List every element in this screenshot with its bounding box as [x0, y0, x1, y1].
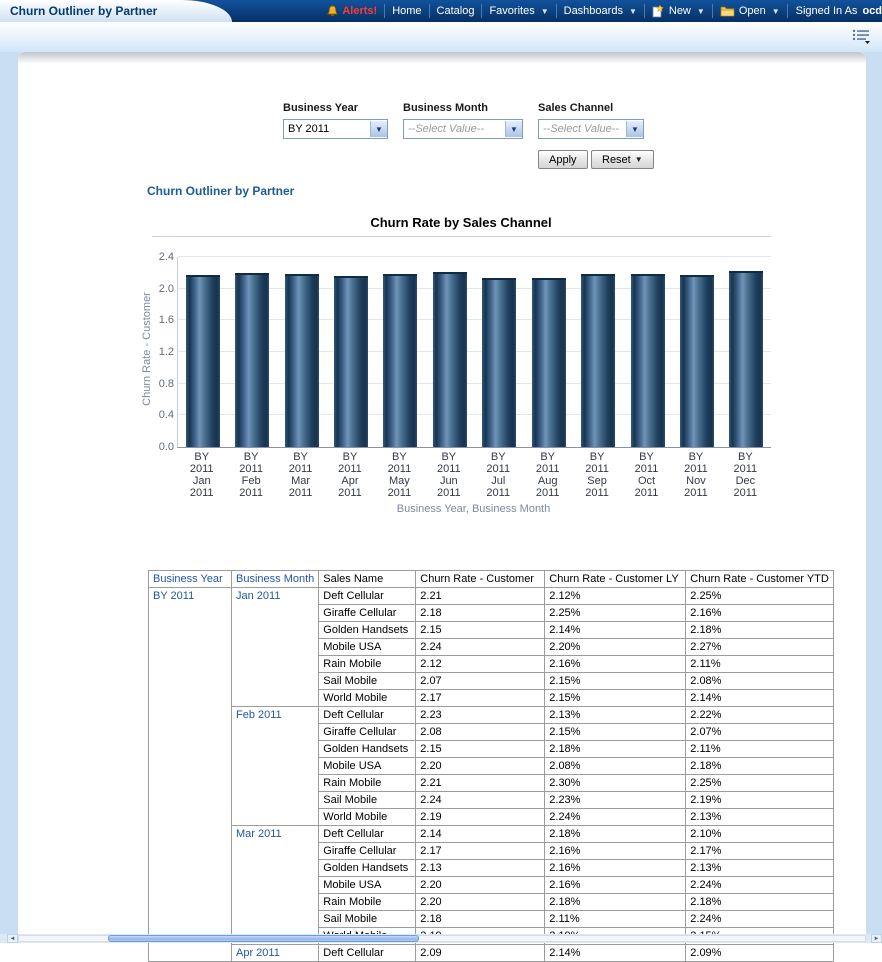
- cell-churn-value: 2.16%: [686, 605, 834, 622]
- cell-churn-value: 2.18%: [686, 758, 834, 775]
- chevron-down-icon: ▼: [696, 6, 705, 16]
- filter-label-business-month: Business Month: [403, 102, 488, 114]
- cell-churn-value: 2.15%: [545, 673, 686, 690]
- bar-slot: [425, 257, 474, 447]
- filter-select-value: --Select Value--: [408, 123, 485, 135]
- signed-in-as: [788, 5, 882, 17]
- column-header: Churn Rate - Customer: [416, 571, 545, 588]
- signed-in-user: ocd: [862, 5, 882, 17]
- alerts-link[interactable]: [319, 5, 384, 18]
- bar-apr[interactable]: [334, 276, 368, 447]
- chevron-down-icon[interactable]: ▼: [505, 121, 522, 137]
- bar-mar[interactable]: [285, 274, 319, 447]
- bar-jul[interactable]: [482, 278, 516, 447]
- dashboard-tab-title: Churn Outliner by Partner: [10, 4, 158, 18]
- y-tick-label: 1.2: [158, 346, 174, 358]
- cell-churn-value: 2.19%: [686, 792, 834, 809]
- cell-business-month[interactable]: Mar 2011: [232, 826, 319, 945]
- cell-churn-value: 2.17: [416, 690, 545, 707]
- cell-sales-name: Golden Handsets: [319, 860, 416, 877]
- bar-jan[interactable]: [186, 275, 220, 447]
- cell-churn-value: 2.24: [416, 792, 545, 809]
- bar-slot: [524, 257, 573, 447]
- cell-churn-value: 2.11%: [686, 656, 834, 673]
- churn-data-table: [148, 570, 834, 962]
- cell-churn-value: 2.18%: [545, 741, 686, 758]
- column-header: Churn Rate - Customer YTD: [686, 571, 834, 588]
- x-axis-label: BY 2011 Feb 2011: [239, 451, 263, 499]
- filter-select-value: --Select Value--: [543, 123, 620, 135]
- cell-sales-name: Sail Mobile: [319, 673, 416, 690]
- y-tick-label: 0.4: [158, 409, 174, 422]
- cell-sales-name: Deft Cellular: [319, 945, 416, 962]
- cell-churn-value: 2.18: [416, 911, 545, 928]
- bar-slot: [573, 257, 622, 447]
- page-options-icon[interactable]: [852, 28, 872, 44]
- table-row: [149, 707, 834, 724]
- cell-churn-value: 2.18%: [545, 826, 686, 843]
- top-navbar: [0, 0, 882, 22]
- cell-churn-value: 2.11%: [686, 741, 834, 758]
- cell-churn-value: 2.25%: [686, 588, 834, 605]
- x-axis-label: BY 2011 Jan 2011: [189, 451, 214, 499]
- nav-item-dashboards[interactable]: [557, 5, 644, 17]
- column-header[interactable]: Business Year: [149, 571, 232, 588]
- bar-aug[interactable]: [532, 278, 566, 447]
- nav-item-label: Catalog: [436, 5, 475, 17]
- table-header-row: [149, 571, 834, 588]
- bar-slot: [326, 257, 375, 447]
- cell-churn-value: 2.13%: [686, 860, 834, 877]
- y-tick-label: 0.8: [158, 377, 174, 390]
- cell-churn-value: 2.22%: [686, 707, 834, 724]
- cell-sales-name: World Mobile: [319, 690, 416, 707]
- cell-churn-value: 2.16%: [545, 656, 686, 673]
- nav-item-label: Home: [392, 5, 422, 17]
- apply-button-label: Apply: [549, 153, 577, 166]
- reset-button-label: Reset: [602, 153, 631, 166]
- bar-nov[interactable]: [680, 275, 714, 447]
- cell-churn-value: 2.24%: [686, 877, 834, 894]
- filter-select-value: BY 2011: [288, 123, 330, 135]
- cell-churn-value: 2.13%: [686, 809, 834, 826]
- section-title: Churn Outliner by Partner: [147, 184, 295, 198]
- cell-churn-value: 2.20: [416, 877, 545, 894]
- cell-sales-name: Mobile USA: [319, 758, 416, 775]
- bar-slot: [178, 257, 227, 447]
- cell-churn-value: 2.21: [416, 775, 545, 792]
- bar-sep[interactable]: [581, 274, 615, 447]
- cell-churn-value: 2.18%: [545, 894, 686, 911]
- alerts-label: Alerts!: [342, 5, 378, 17]
- cell-sales-name: Giraffe Cellular: [319, 843, 416, 860]
- nav-item-home[interactable]: [385, 5, 428, 17]
- chevron-down-icon: ▼: [540, 6, 549, 16]
- new-page-icon: [652, 5, 665, 18]
- y-tick-label: 2.4: [158, 251, 174, 263]
- cell-churn-value: 2.25%: [686, 775, 834, 792]
- cell-business-year[interactable]: BY 2011: [149, 588, 232, 962]
- column-header: Churn Rate - Customer LY: [545, 571, 686, 588]
- cell-churn-value: 2.12: [416, 656, 545, 673]
- cell-sales-name: Deft Cellular: [319, 707, 416, 724]
- cell-churn-value: 2.17%: [686, 843, 834, 860]
- scroll-left-icon[interactable]: ◄: [7, 934, 18, 943]
- table-row: [149, 588, 834, 605]
- bar-slot: [277, 257, 326, 447]
- table-row: [149, 826, 834, 843]
- cell-churn-value: 2.10%: [686, 826, 834, 843]
- cell-sales-name: Deft Cellular: [319, 826, 416, 843]
- chart-plot-area: [177, 257, 771, 448]
- cell-churn-value: 2.30%: [545, 775, 686, 792]
- cell-business-month[interactable]: Feb 2011: [232, 707, 319, 826]
- nav-item-label: Dashboards: [563, 5, 623, 17]
- nav-item-label: New: [668, 5, 691, 17]
- y-tick-label: 1.6: [158, 314, 174, 327]
- cell-churn-value: 2.14%: [686, 690, 834, 707]
- bar-slot: [227, 257, 276, 447]
- filter-label-business-year: Business Year: [283, 102, 359, 114]
- chevron-down-icon: ▼: [628, 6, 637, 16]
- chart-title: Churn Rate by Sales Channel: [370, 215, 552, 230]
- cell-churn-value: 2.12%: [545, 588, 686, 605]
- cell-churn-value: 2.16%: [545, 877, 686, 894]
- x-axis-label: BY 2011 May 2011: [387, 451, 412, 499]
- cell-churn-value: 2.07%: [686, 724, 834, 741]
- cell-sales-name: Sail Mobile: [319, 792, 416, 809]
- cell-churn-value: 2.15: [416, 741, 545, 758]
- chevron-down-icon[interactable]: ▼: [626, 121, 643, 137]
- cell-churn-value: 2.11%: [545, 911, 686, 928]
- cell-sales-name: World Mobile: [319, 809, 416, 826]
- nav-item-favorites[interactable]: [482, 5, 555, 17]
- cell-churn-value: 2.27%: [686, 639, 834, 656]
- bar-slot: [722, 257, 771, 447]
- cell-churn-value: 2.15: [416, 622, 545, 639]
- scrollbar-thumb[interactable]: [108, 935, 419, 942]
- chevron-down-icon: ▼: [771, 6, 780, 16]
- chart-title-rule: [152, 236, 771, 237]
- scroll-right-icon[interactable]: ►: [871, 934, 882, 943]
- x-axis-label: BY 2011 Mar 2011: [288, 451, 313, 499]
- reset-button[interactable]: [591, 150, 654, 169]
- cell-churn-value: 2.09%: [686, 945, 834, 962]
- filter-label-sales-channel: Sales Channel: [538, 102, 614, 114]
- horizontal-scrollbar[interactable]: [0, 934, 882, 943]
- cell-churn-value: 2.18%: [686, 622, 834, 639]
- cell-churn-value: 2.17: [416, 843, 545, 860]
- chart-y-axis-title: Churn Rate - Customer: [141, 292, 153, 406]
- y-tick-label: 0.0: [158, 441, 174, 453]
- cell-business-month[interactable]: Jan 2011: [232, 588, 319, 707]
- x-axis-label: BY 2011 Aug 2011: [535, 451, 560, 499]
- bar-slot: [475, 257, 524, 447]
- x-axis-label: BY 2011 Oct 2011: [634, 451, 659, 499]
- cell-sales-name: Mobile USA: [319, 877, 416, 894]
- cell-churn-value: 2.16%: [545, 860, 686, 877]
- cell-business-month[interactable]: Apr 2011: [232, 945, 319, 962]
- cell-churn-value: 2.08%: [686, 673, 834, 690]
- x-axis-label: BY 2011 Sep 2011: [585, 451, 609, 499]
- signed-in-prefix: Signed In As: [795, 5, 858, 17]
- cell-churn-value: 2.07: [416, 673, 545, 690]
- cell-churn-value: 2.20%: [545, 639, 686, 656]
- cell-churn-value: 2.24%: [545, 809, 686, 826]
- x-axis-label: BY 2011 Jun 2011: [436, 451, 461, 499]
- cell-churn-value: 2.19: [416, 809, 545, 826]
- filter-select-sales-channel[interactable]: [538, 119, 644, 139]
- cell-churn-value: 2.14%: [545, 945, 686, 962]
- cell-churn-value: 2.20: [416, 758, 545, 775]
- chart-x-axis-title: Business Year, Business Month: [396, 503, 551, 515]
- cell-sales-name: Giraffe Cellular: [319, 724, 416, 741]
- cell-sales-name: Sail Mobile: [319, 911, 416, 928]
- column-header: Sales Name: [319, 571, 416, 588]
- column-header[interactable]: Business Month: [232, 571, 319, 588]
- cell-sales-name: Rain Mobile: [319, 775, 416, 792]
- chevron-down-icon: ▼: [634, 155, 643, 164]
- bell-icon: [326, 5, 339, 18]
- table-body: [149, 588, 834, 962]
- cell-sales-name: Rain Mobile: [319, 656, 416, 673]
- x-axis-label: BY 2011 Dec 2011: [733, 451, 758, 499]
- cell-sales-name: Giraffe Cellular: [319, 605, 416, 622]
- cell-churn-value: 2.23%: [545, 792, 686, 809]
- nav-item-open[interactable]: [713, 5, 787, 17]
- nav-item-label: Favorites: [489, 5, 535, 17]
- bar-slot: [672, 257, 721, 447]
- cell-sales-name: Golden Handsets: [319, 741, 416, 758]
- open-folder-icon: [720, 5, 735, 17]
- nav-item-label: Open: [738, 5, 766, 17]
- chevron-down-icon[interactable]: ▼: [370, 121, 387, 137]
- cell-churn-value: 2.14: [416, 826, 545, 843]
- chart-bars: [178, 257, 771, 447]
- nav-item-catalog[interactable]: [430, 5, 482, 17]
- nav-items: [319, 0, 882, 22]
- cell-churn-value: 2.23: [416, 707, 545, 724]
- y-tick-label: 2.0: [158, 282, 174, 295]
- cell-churn-value: 2.09: [416, 945, 545, 962]
- filter-select-business-month[interactable]: [403, 119, 523, 139]
- bar-dec[interactable]: [729, 271, 763, 447]
- dashboard-tab[interactable]: [0, 0, 232, 22]
- cell-churn-value: 2.16%: [545, 843, 686, 860]
- cell-churn-value: 2.21: [416, 588, 545, 605]
- bar-jun[interactable]: [433, 272, 467, 447]
- cell-sales-name: Deft Cellular: [319, 588, 416, 605]
- cell-sales-name: Mobile USA: [319, 639, 416, 656]
- table-row: [149, 945, 834, 962]
- cell-churn-value: 2.24: [416, 639, 545, 656]
- cell-churn-value: 2.08%: [545, 758, 686, 775]
- panel-top-shade: [18, 52, 866, 64]
- apply-button[interactable]: [538, 150, 588, 169]
- cell-churn-value: 2.15%: [545, 690, 686, 707]
- bar-oct[interactable]: [631, 274, 665, 447]
- cell-churn-value: 2.13: [416, 860, 545, 877]
- x-axis-label: BY 2011 Jul 2011: [486, 451, 511, 499]
- cell-churn-value: 2.15%: [545, 724, 686, 741]
- bar-may[interactable]: [383, 274, 417, 447]
- cell-sales-name: Rain Mobile: [319, 894, 416, 911]
- cell-churn-value: 2.18: [416, 605, 545, 622]
- chart-x-labels: [177, 451, 770, 499]
- cell-churn-value: 2.20: [416, 894, 545, 911]
- cell-churn-value: 2.14%: [545, 622, 686, 639]
- cell-churn-value: 2.08: [416, 724, 545, 741]
- toolbar-strip: [0, 22, 882, 52]
- cell-churn-value: 2.24%: [686, 911, 834, 928]
- cell-churn-value: 2.13%: [545, 707, 686, 724]
- nav-links: [384, 4, 786, 18]
- cell-churn-value: 2.25%: [545, 605, 686, 622]
- bar-slot: [376, 257, 425, 447]
- cell-churn-value: 2.18%: [686, 894, 834, 911]
- x-axis-label: BY 2011 Apr 2011: [338, 451, 362, 499]
- filter-select-business-year[interactable]: [283, 119, 388, 139]
- nav-item-new[interactable]: [645, 5, 712, 18]
- bar-feb[interactable]: [235, 273, 269, 447]
- x-axis-label: BY 2011 Nov 2011: [684, 451, 708, 499]
- cell-sales-name: Golden Handsets: [319, 622, 416, 639]
- bar-slot: [623, 257, 672, 447]
